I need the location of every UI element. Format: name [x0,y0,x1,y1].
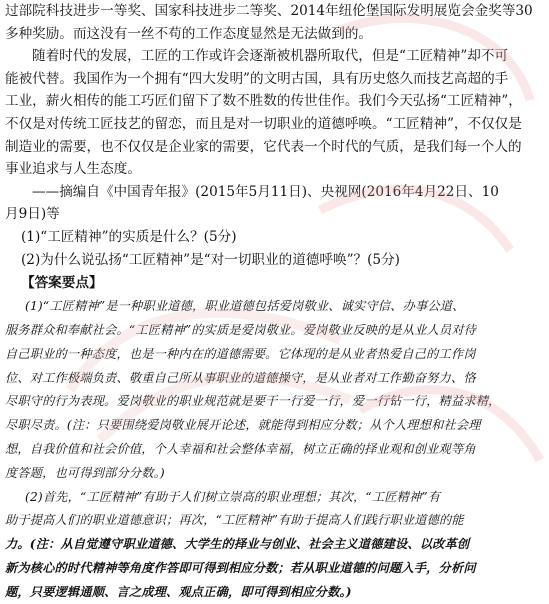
passage-line: 过部院科技进步一等奖、国家科技进步二等奖、2014年纽伦堡国际发明展览会金奖等30 [5,0,546,23]
passage-line: 随着时代的发展，工匠的工作或许会逐渐被机器所取代，但是“工匠精神”却不可 [5,45,546,68]
passage [5,0,546,181]
question-1: (1)“工匠精神”的实质是什么？(5分) [5,226,546,249]
passage-line: 能被代替。我国作为一个拥有“四大发明”的文明古国，具有历史悠久而技艺高超的手 [5,68,546,91]
answer-line: 度答题，也可得到部分分数。) [5,462,546,486]
answer-line: 位、对工作极端负责、敬重自己所从事职业的道德操守，是从业者对工作勤奋努力、恪 [5,367,546,391]
questions [5,226,546,271]
answer-heading: 【答案要点】 [5,271,546,295]
answer-note-line: 题，只要逻辑通顺、言之成理、观点正确，即可得到相应分数。) [5,581,546,604]
passage-line: 工业，薪火相传的能工巧匠们留下了数不胜数的传世佳作。我们今天弘扬“工匠精神”， [5,90,546,113]
question-2: (2)为什么说弘扬“工匠精神”是“对一切职业的道德呼唤”？(5分) [5,249,546,272]
passage-line: 事业追求与人生态度。 [5,158,546,181]
answer-line: 尽职尽责。(注：只要围绕爱岗敬业展开论述，就能得到相应分数；从个人理想和社会理 [5,414,546,438]
source-line: 月9日)等 [5,203,546,226]
answer-line: 尽职守的行为表现。爱岗敬业的职业规范就是要干一行爱一行，爱一行钻一行，精益求精， [5,390,546,414]
answer-2 [5,486,546,604]
source-line: ——摘编自《中国青年报》(2015年5月11日)、央视网(2016年4月22日、10 [5,181,546,204]
answer-line: 想，自我价值和社会价值，个人幸福和社会整体幸福，树立正确的择业观和创业观等角 [5,438,546,462]
passage-line: 制造业的需要，也不仅仅是企业家的需要，它代表一个时代的气质，是我们每一个人的 [5,136,546,159]
answer-line: 服务群众和奉献社会。“工匠精神”的实质是爱岗敬业。爱岗敬业反映的是从业人员对待 [5,319,546,343]
document-page [5,0,546,604]
passage-line: 多种奖励。而这没有一丝不苟的工作态度显然是无法做到的。 [5,23,546,46]
answer-line: (2)首先，“工匠精神”有助于人们树立崇高的职业理想；其次，“工匠精神”有 [5,486,546,510]
passage-line: 不仅是对传统工匠技艺的留恋，而且是对一切职业的道德呼唤。“工匠精神”，不仅仅是 [5,113,546,136]
answer-1 [5,295,546,485]
source-citation [5,181,546,226]
answer-line: 助于提高人们的职业道德意识；再次，“工匠精神”有助于提高人们践行职业道德的能 [5,509,546,533]
answer-note-line: 新为核心的时代精神等角度作答即可得到相应分数；若从职业道德的问题入手，分析问 [5,557,546,581]
answer-line: 自己职业的一种态度，也是一种内在的道德需要。它体现的是从业者热爱自己的工作岗 [5,343,546,367]
answer-note-line: 力。(注：从自觉遵守职业道德、大学生的择业与创业、社会主义道德建设、以改革创 [5,533,546,557]
answer-line: (1)“工匠精神”是一种职业道德，职业道德包括爱岗敬业、诚实守信、办事公道、 [5,295,546,319]
